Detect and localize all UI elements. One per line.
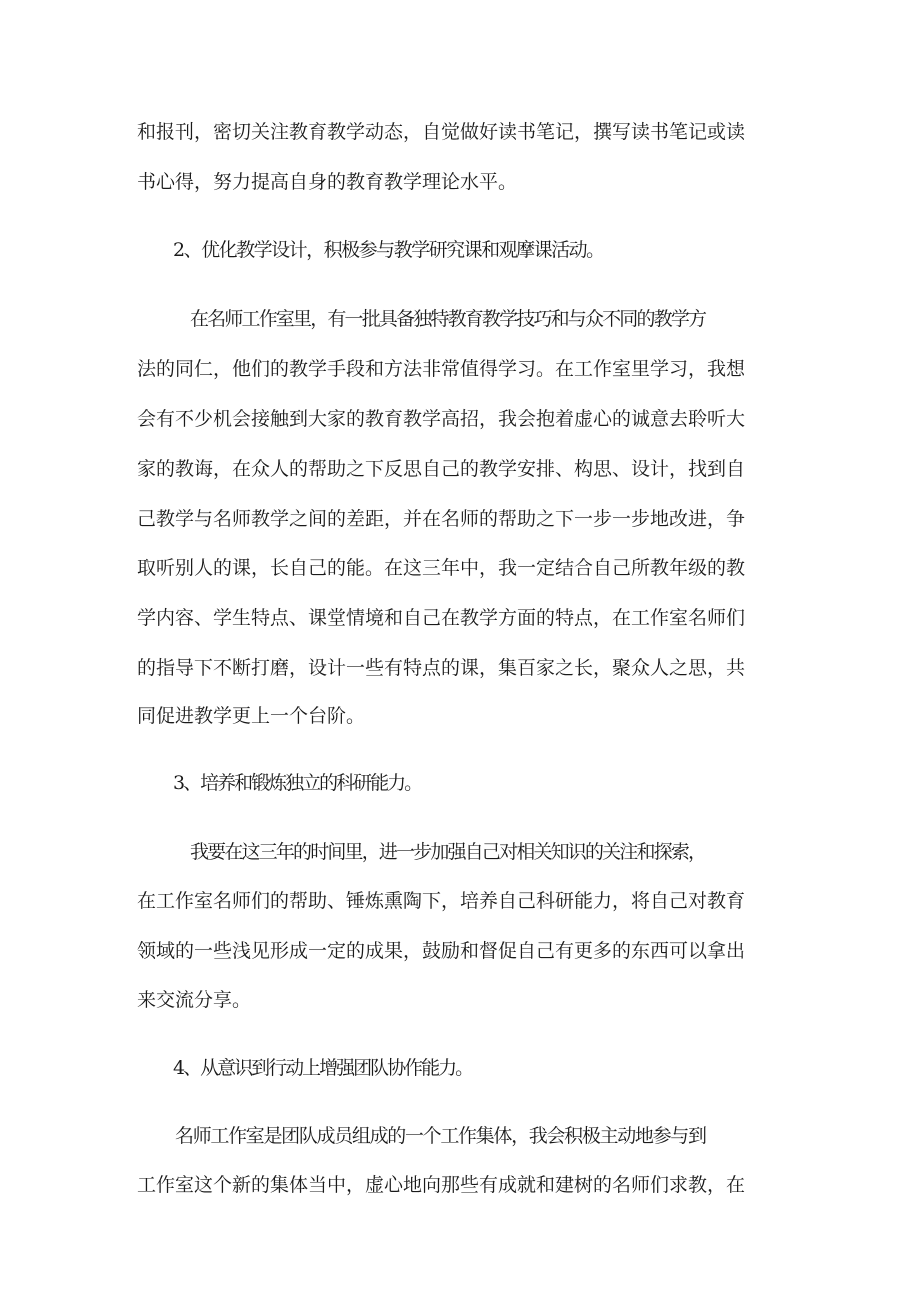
text-line-8: 己教学与名师教学之间的差距，并在名师的帮助之下一步一步地改进，争	[137, 508, 746, 530]
text-line-16: 领域的一些浅见形成一定的成果，鼓励和督促自己有更多的东西可以拿出	[137, 940, 746, 962]
text-line-5: 法的同仁，他们的教学手段和方法非常值得学习。在工作室里学习，我想	[137, 358, 746, 380]
text-line-17: 来交流分享。	[137, 989, 252, 1011]
text-line-10: 学内容、学生特点、课堂情境和自己在教学方面的特点，在工作室名师们	[137, 607, 746, 629]
text-line-20: 工作室这个新的集体当中，虚心地向那些有成就和建树的名师们求教，在	[137, 1174, 746, 1196]
text-line-19: 名师工作室是团队成员组成的一个工作集体，我会积极主动地参与到	[175, 1125, 706, 1147]
text-line-12: 同促进教学更上一个台阶。	[137, 705, 366, 727]
text-line-9: 取听别人的课，长自己的能。在这三年中，我一定结合自己所教年级的教	[137, 557, 746, 579]
text-line-4: 在名师工作室里，有一批具备独特教育教学技巧和与众不同的教学方	[190, 308, 706, 330]
text-line-7: 家的教诲，在众人的帮助之下反思自己的教学安排、构思、设计，找到自	[137, 458, 746, 480]
text-line-1: 和报刊，密切关注教育教学动态，自觉做好读书笔记，撰写读书笔记或读	[137, 121, 746, 143]
text-line-6: 会有不少机会接触到大家的教育教学高招，我会抱着虚心的诚意去聆听大	[137, 408, 746, 430]
section-heading-4: 4、从意识到行动上增强团队协作能力。	[173, 1057, 473, 1079]
section-heading-2: 2、优化教学设计，积极参与教学研究课和观摩课活动。	[173, 239, 604, 261]
text-line-11: 的指导下不断打磨，设计一些有特点的课，集百家之长，聚众人之思，共	[137, 657, 746, 679]
section-heading-3: 3、培养和锻炼独立的科研能力。	[173, 772, 422, 794]
text-line-15: 在工作室名师们的帮助、锤炼熏陶下，培养自己科研能力，将自己对教育	[137, 890, 746, 912]
text-line-14: 我要在这三年的时间里，进一步加强自己对相关知识的关注和探索，	[190, 841, 706, 863]
text-line-2: 书心得，努力提高自身的教育教学理论水平。	[137, 171, 518, 193]
